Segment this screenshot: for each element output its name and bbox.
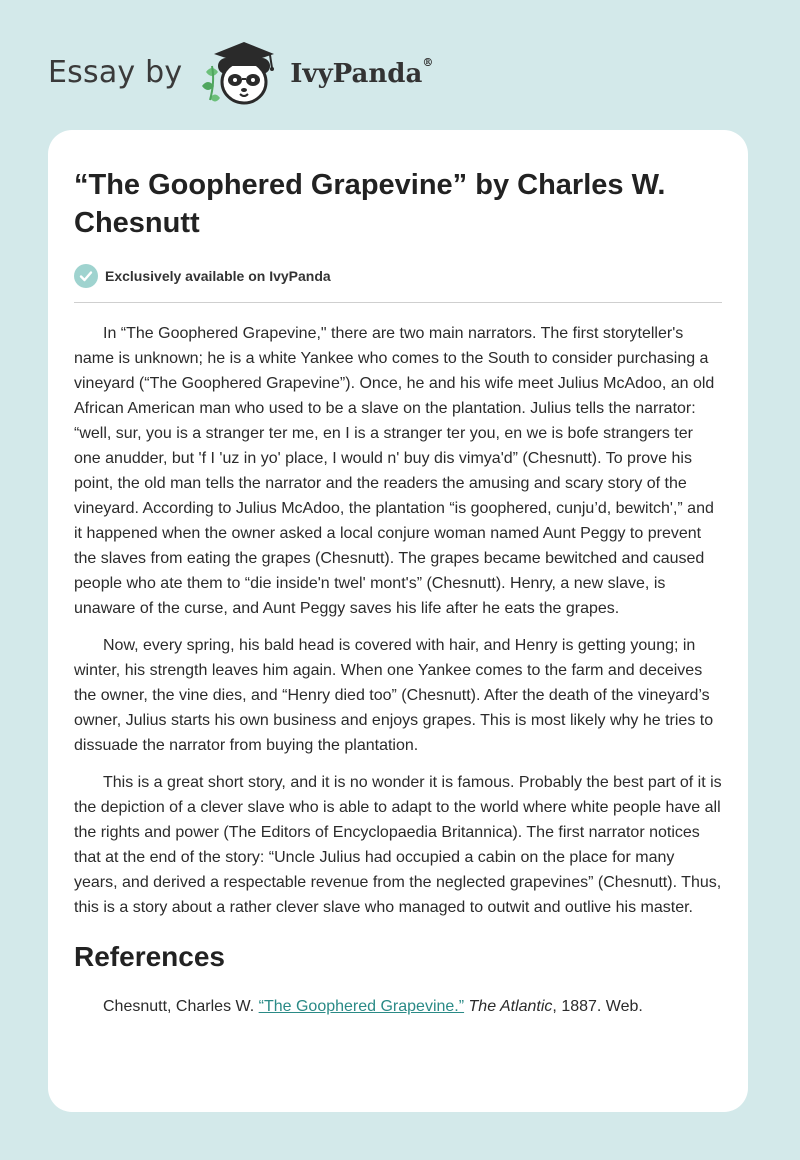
essay-by-label: Essay by	[48, 54, 183, 90]
paragraph: This is a great short story, and it is no wonder it is famous. Probably the best part of it is the depiction of a clever slave who is able to adapt to the world where white people have all the rights and power (The Editors of Encyclopaedia Britannica). The first narrator notices that at the end of the story: “Uncle Julius had occupied a cabin on the place for many years, and derived a respectable revenue from the neglected grapevines” (Chesnutt). Thus, this is a story about a rather clever slave who managed to outwit and outlive his master.	[74, 774, 722, 916]
brand-name[interactable]: IvyPanda®	[290, 56, 434, 89]
paragraph: Now, every spring, his bald head is covered with hair, and Henry is getting young; in winter, his strength leaves him again. When one Yankee comes to the farm and deceives the owner, the vine dies, and “Henry died too” (Chesnutt). After the death of the vineyard’s owner, Julius starts his own business and enjoys grapes. This is most likely why he tries to dissuade the narrator from buying the plantation.	[74, 637, 714, 754]
reference-entry	[74, 994, 722, 1019]
essay-body	[74, 321, 722, 920]
essay-title: “The Goophered Grapevine” by Charles W. Chesnutt	[74, 169, 666, 239]
reference-details: , 1887. Web.	[552, 998, 643, 1015]
exclusive-badge	[74, 264, 722, 288]
check-icon	[74, 264, 98, 288]
ivypanda-logo-icon[interactable]	[196, 36, 282, 108]
references-heading: References	[74, 941, 225, 972]
exclusive-badge-label: Exclusively available on IvyPanda	[105, 268, 331, 284]
reference-link[interactable]: “The Goophered Grapevine.”	[258, 998, 465, 1015]
essay-card	[48, 130, 748, 1112]
paragraph: In “The Goophered Grapevine," there are two main narrators. The first storyteller's name is unknown; he is a white Yankee who comes to the South to consider purchasing a vineyard (“The Goophered Grapevine”). Once, he and his wife meet Julius McAdoo, an old African American man who used to be a slave on the plantation. Julius tells the narrator: “well, sur, you is a stranger ter me, en I is a stranger ter you, en we is bofe strangers ter one anudder, but 'f I 'uz in yo' place, I would n' buy dis vimya'd” (Chesnutt). To prove his point, the old man tells the narrator and the readers the amusing and scary story of the vineyard. According to Julius McAdoo, the plantation “is goophered, cunju’d, bewitch',” and it happened when the owner asked a local conjure woman named Aunt Peggy to prevent the slaves from eating the grapes (Chesnutt). The grapes became bewitched and caused people who ate them to “die inside'n twel' mont's” (Chesnutt). Henry, a new slave, is unaware of the curse, and Aunt Peggy saves his life after he eats the grapes.	[74, 325, 715, 617]
site-header	[48, 36, 433, 108]
reference-author: Chesnutt, Charles W.	[103, 998, 259, 1015]
divider	[74, 302, 722, 303]
reference-publication: The Atlantic	[468, 998, 553, 1015]
registered-mark: ®	[422, 56, 434, 70]
